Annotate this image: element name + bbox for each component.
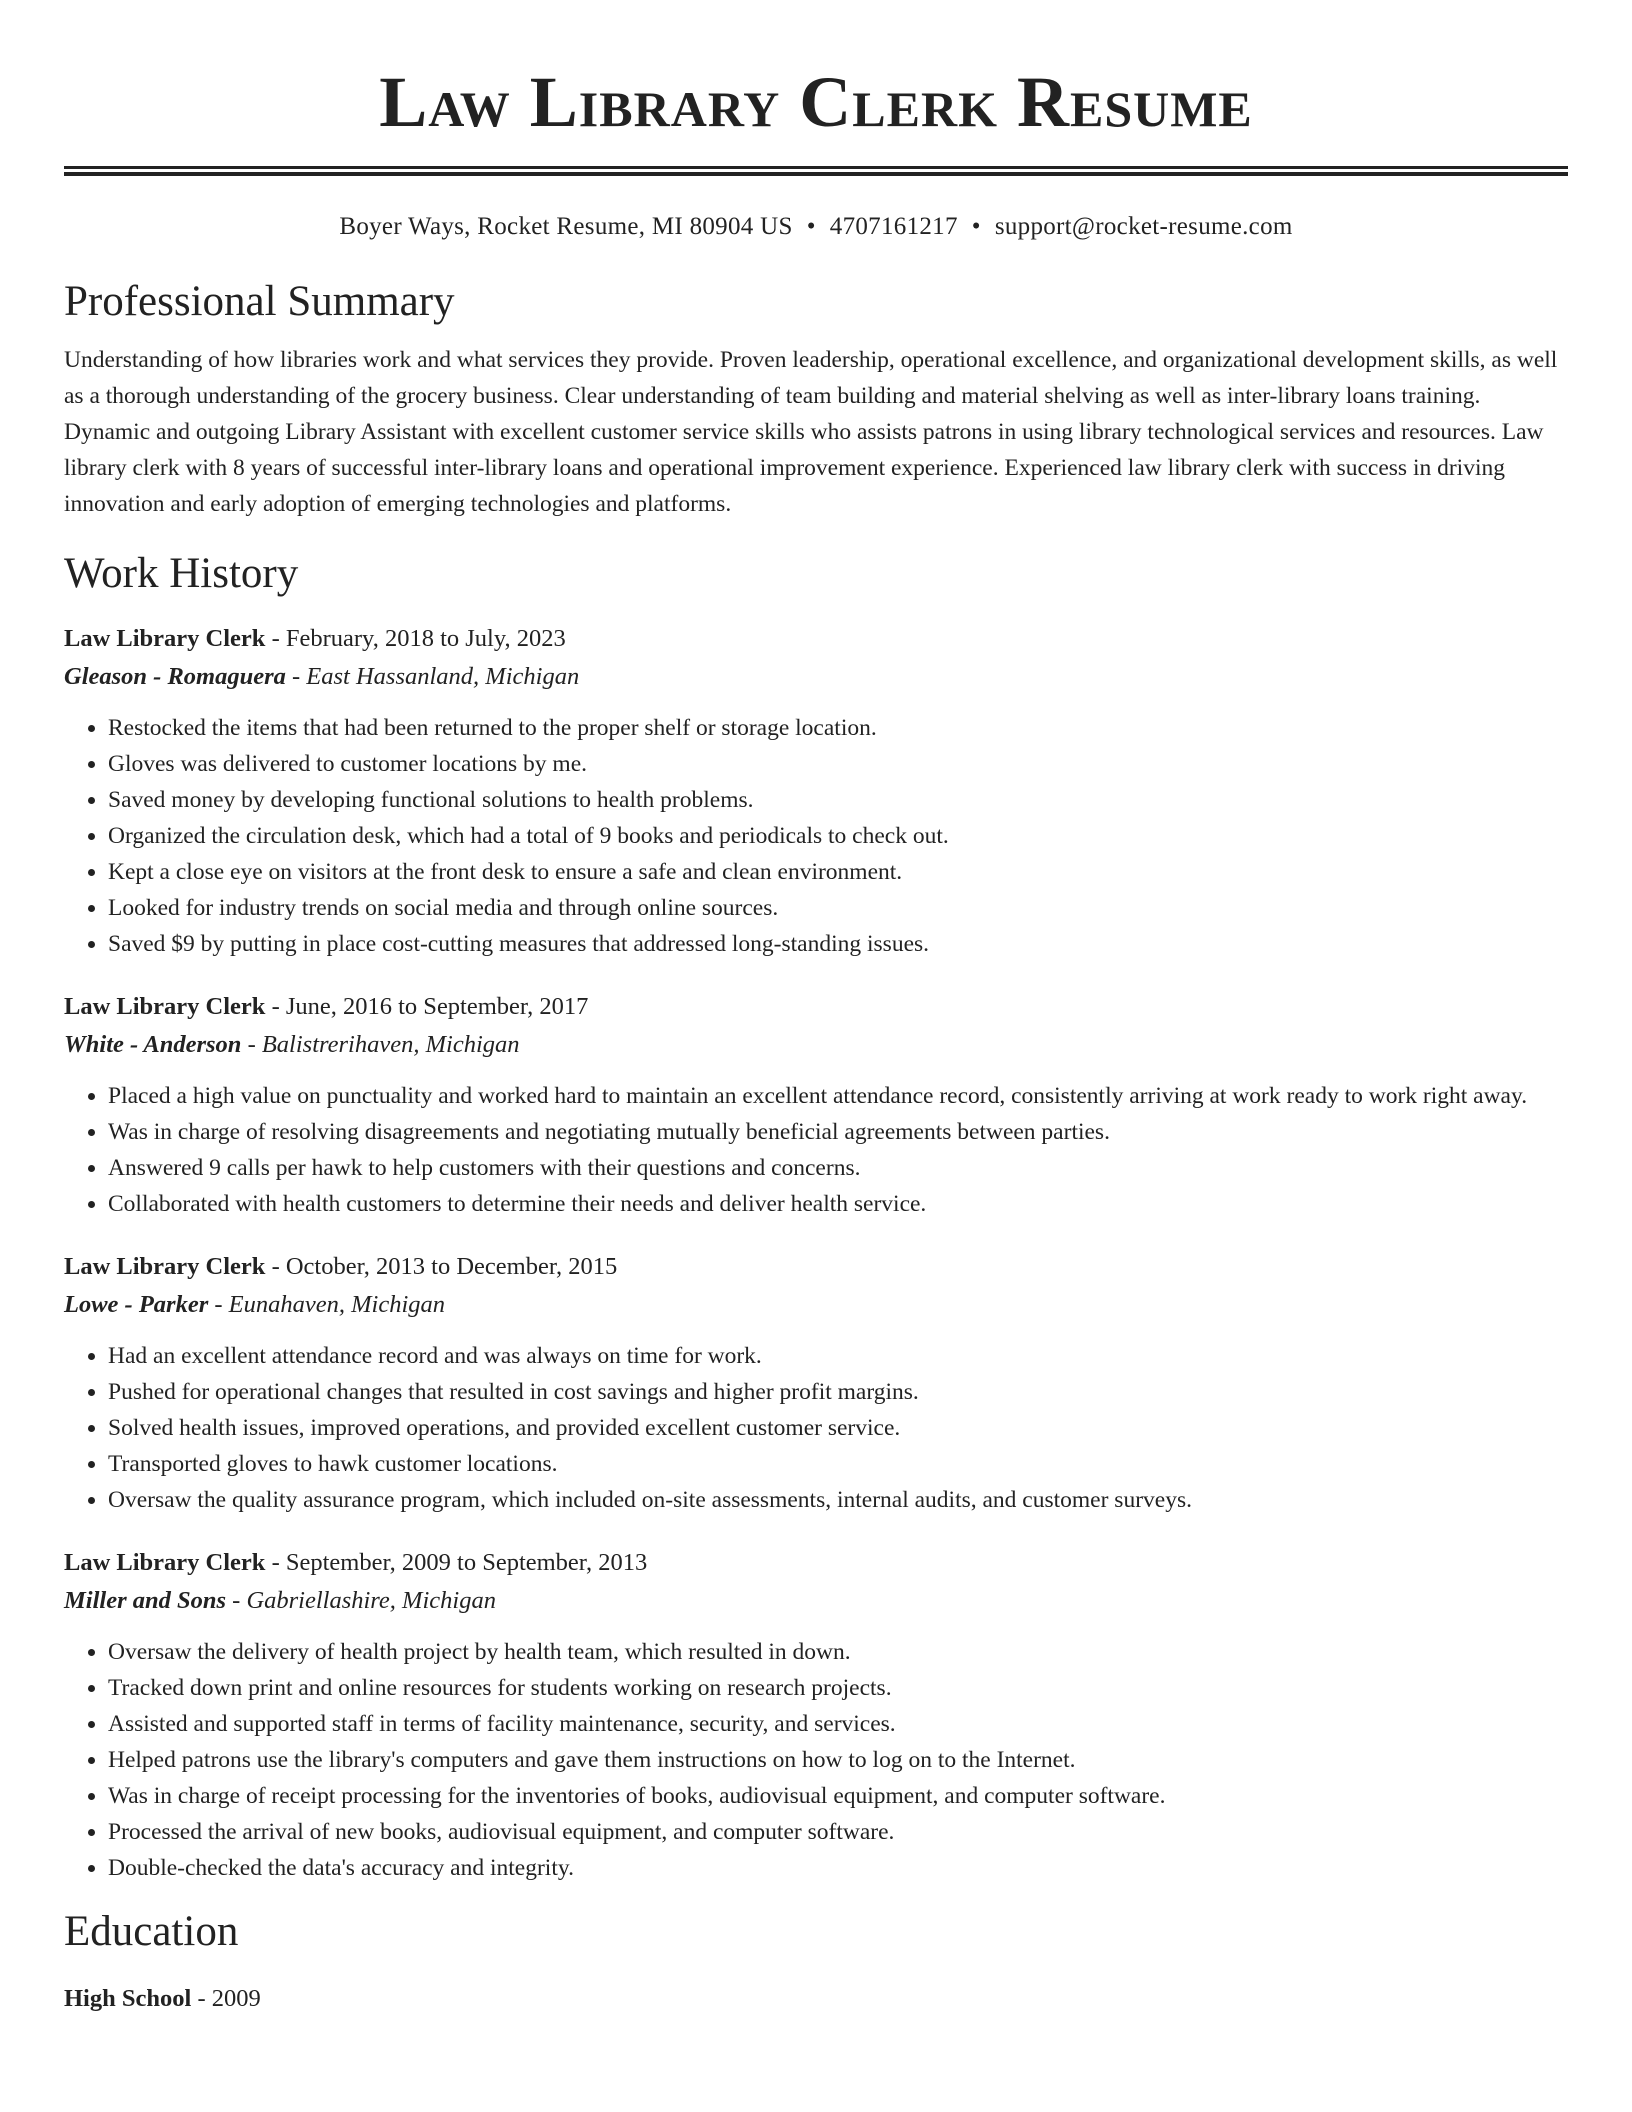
job-role: Law Library Clerk [64,1253,266,1280]
job-bullets [64,710,1568,962]
job-bullets [64,1338,1568,1518]
job-role: Law Library Clerk [64,993,266,1020]
job-bullet: • Solved health issues, improved operations, and provided excellent customer service. [108,1410,1568,1446]
contact-address: Boyer Ways, Rocket Resume, MI 80904 US [339,213,793,240]
job-bullet: • Was in charge of resolving disagreements and negotiating mutually beneficial agreements between parties. [108,1114,1568,1150]
job-bullet: • Restocked the items that had been returned to the proper shelf or storage location. [108,710,1568,746]
job-bullet: • Collaborated with health customers to determine their needs and deliver health service. [108,1186,1568,1222]
job-entry [64,988,1568,1222]
job-bullet: • Placed a high value on punctuality and worked hard to maintain an excellent attendance record, consistently arriving at work ready to work right away. [108,1078,1568,1114]
job-company-line [64,1286,1568,1324]
job-bullet: • Answered 9 calls per hawk to help customers with their questions and concerns. [108,1150,1568,1186]
title-divider [64,166,1568,176]
job-bullet: • Assisted and supported staff in terms of facility maintenance, security, and services. [108,1706,1568,1742]
job-dates: - October, 2013 to December, 2015 [265,1253,618,1280]
contact-phone: 4707161217 [829,213,958,240]
job-company-line [64,1026,1568,1064]
work-history-heading: Work History [64,550,299,597]
job-location: - Gabriellashire, Michigan [226,1587,496,1614]
job-header [64,988,1568,1026]
job-company-line [64,658,1568,696]
contact-separator: • [971,213,981,240]
summary-heading: Professional Summary [64,278,455,325]
resume-title: Law Library Clerk Resume [379,62,1253,142]
education-year: - 2009 [191,1985,261,2012]
contact-separator: • [806,213,816,240]
education-school: High School [64,1985,192,2012]
job-bullets [64,1634,1568,1886]
job-entry [64,1544,1568,1886]
job-location: - Balistrerihaven, Michigan [241,1031,520,1058]
job-location: - Eunahaven, Michigan [208,1291,446,1318]
job-bullet: • Saved money by developing functional solutions to health problems. [108,782,1568,818]
job-bullet: • Saved $9 by putting in place cost-cutting measures that addressed long-standing issues. [108,926,1568,962]
job-bullet: • Looked for industry trends on social media and through online sources. [108,890,1568,926]
job-company: White - Anderson [64,1031,242,1058]
job-bullet: • Transported gloves to hawk customer locations. [108,1446,1568,1482]
job-bullet: • Organized the circulation desk, which had a total of 9 books and periodicals to check out. [108,818,1568,854]
job-bullet: • Kept a close eye on visitors at the front desk to ensure a safe and clean environment. [108,854,1568,890]
job-dates: - June, 2016 to September, 2017 [265,993,589,1020]
job-bullet: • Had an excellent attendance record and was always on time for work. [108,1338,1568,1374]
job-bullet: • Processed the arrival of new books, audiovisual equipment, and computer software. [108,1814,1568,1850]
resume-page [64,0,1568,2018]
job-bullet: • Tracked down print and online resources for students working on research projects. [108,1670,1568,1706]
job-entry [64,620,1568,962]
contact-line [64,210,1568,244]
job-header [64,620,1568,658]
job-role: Law Library Clerk [64,625,266,652]
job-dates: - September, 2009 to September, 2013 [265,1549,648,1576]
job-bullet: • Was in charge of receipt processing for the inventories of books, audiovisual equipment, and computer software. [108,1778,1568,1814]
education-heading: Education [64,1908,239,1955]
job-role: Law Library Clerk [64,1549,266,1576]
job-location: - East Hassanland, Michigan [285,663,580,690]
job-bullet: • Double-checked the data's accuracy and integrity. [108,1850,1568,1886]
job-bullets [64,1078,1568,1222]
job-bullet: • Oversaw the quality assurance program, which included on-site assessments, internal audits, and customer surveys. [108,1482,1568,1518]
job-dates: - February, 2018 to July, 2023 [265,625,566,652]
job-header [64,1544,1568,1582]
summary-text: Understanding of how libraries work and what services they provide. Proven leadership, operational excellence, and organizational development skills, as well as a thorough understanding of the grocery business. Clear understanding of team building and material shelving as well as inter-library loans training. Dynamic and outgoing Library Assistant with excellent customer service skills who assists patrons in using library technological services and resources. Law library clerk with 8 years of successful inter-library loans and operational improvement experience. Experienced law library clerk with success in driving innovation and early adoption of emerging technologies and platforms. [64,347,1558,517]
job-bullet: • Pushed for operational changes that resulted in cost savings and higher profit margins. [108,1374,1568,1410]
job-company: Lowe - Parker [64,1291,209,1318]
job-bullet: • Oversaw the delivery of health project by health team, which resulted in down. [108,1634,1568,1670]
job-header [64,1248,1568,1286]
education-entry [64,1980,1568,2018]
work-history-list [64,620,1568,1886]
job-bullet: • Gloves was delivered to customer locations by me. [108,746,1568,782]
job-bullet: • Helped patrons use the library's computers and gave them instructions on how to log on to the Internet. [108,1742,1568,1778]
job-entry [64,1248,1568,1518]
job-company: Miller and Sons [64,1587,227,1614]
job-company-line [64,1582,1568,1620]
contact-email: support@rocket-resume.com [994,213,1293,240]
job-company: Gleason - Romaguera [64,663,286,690]
